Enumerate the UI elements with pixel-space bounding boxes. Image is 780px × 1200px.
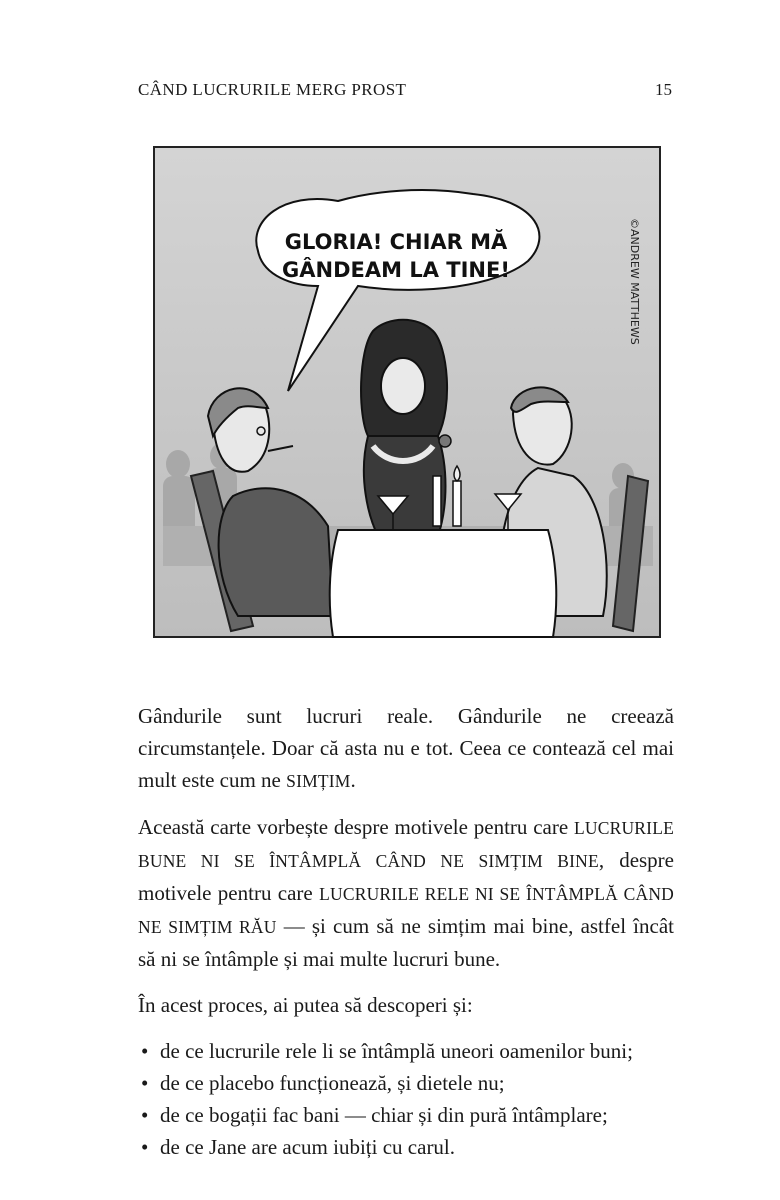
paragraph-2 [138, 811, 674, 975]
list-item-text: de ce placebo funcționează, și dietele nu; [160, 1071, 505, 1095]
running-head [138, 80, 672, 104]
p1-end: . [350, 768, 356, 792]
page-number: 15 [655, 80, 672, 99]
artist-signature: ©ANDREW MATTHEWS [628, 218, 641, 345]
list-item-text: de ce bogații fac bani — chiar și din pură întâmplare; [160, 1103, 608, 1127]
p2-text-c: — și cum să ne simțim mai bine, astfel încât să ni se întâmple și mai multe lucruri bune. [138, 914, 674, 971]
bullet-icon: • [141, 1039, 149, 1063]
paragraph-1 [138, 700, 674, 797]
table [330, 530, 557, 637]
bullet-icon: • [141, 1071, 149, 1095]
p2-text-b: , despre motivele pentru care [138, 848, 674, 905]
p1-text: Gândurile sunt lucruri reale. Gândurile ne creează circumstanțele. Doar că asta nu e tot. Ceea ce contează cel mai mult este cum ne [138, 704, 674, 792]
list-item [138, 1035, 674, 1067]
list-item [138, 1131, 674, 1163]
body-text [138, 700, 674, 1163]
bullet-list [138, 1035, 674, 1163]
p1-caps: SIMȚIM [286, 771, 351, 791]
speech-line-1: GLORIA! CHIAR MĂ [284, 230, 508, 254]
list-item-text: de ce lucrurile rele li se întâmplă uneori oamenilor buni; [160, 1039, 633, 1063]
bullet-icon: • [141, 1135, 149, 1159]
list-item-text: de ce Jane are acum iubiți cu carul. [160, 1135, 456, 1159]
p2-caps-2: LUCRURILE RELE NI SE ÎNTÂMPLĂ CÂND NE SIMȚIM RĂU [138, 884, 674, 937]
paragraph-3: În acest proces, ai putea să descoperi și: [138, 993, 473, 1017]
chapter-title: CÂND LUCRURILE MERG PROST [138, 80, 407, 99]
speech-line-2: GÂNDEAM LA TINE! [282, 258, 510, 282]
p2-text-a: Această carte vorbește despre motivele pentru care [138, 815, 574, 839]
p2-caps-1: LUCRURILE BUNE NI SE ÎNTÂMPLĂ CÂND NE SIMȚIM BINE [138, 818, 674, 871]
list-item [138, 1099, 674, 1131]
list-item [138, 1067, 674, 1099]
cartoon-illustration [153, 146, 661, 638]
bullet-icon: • [141, 1103, 149, 1127]
